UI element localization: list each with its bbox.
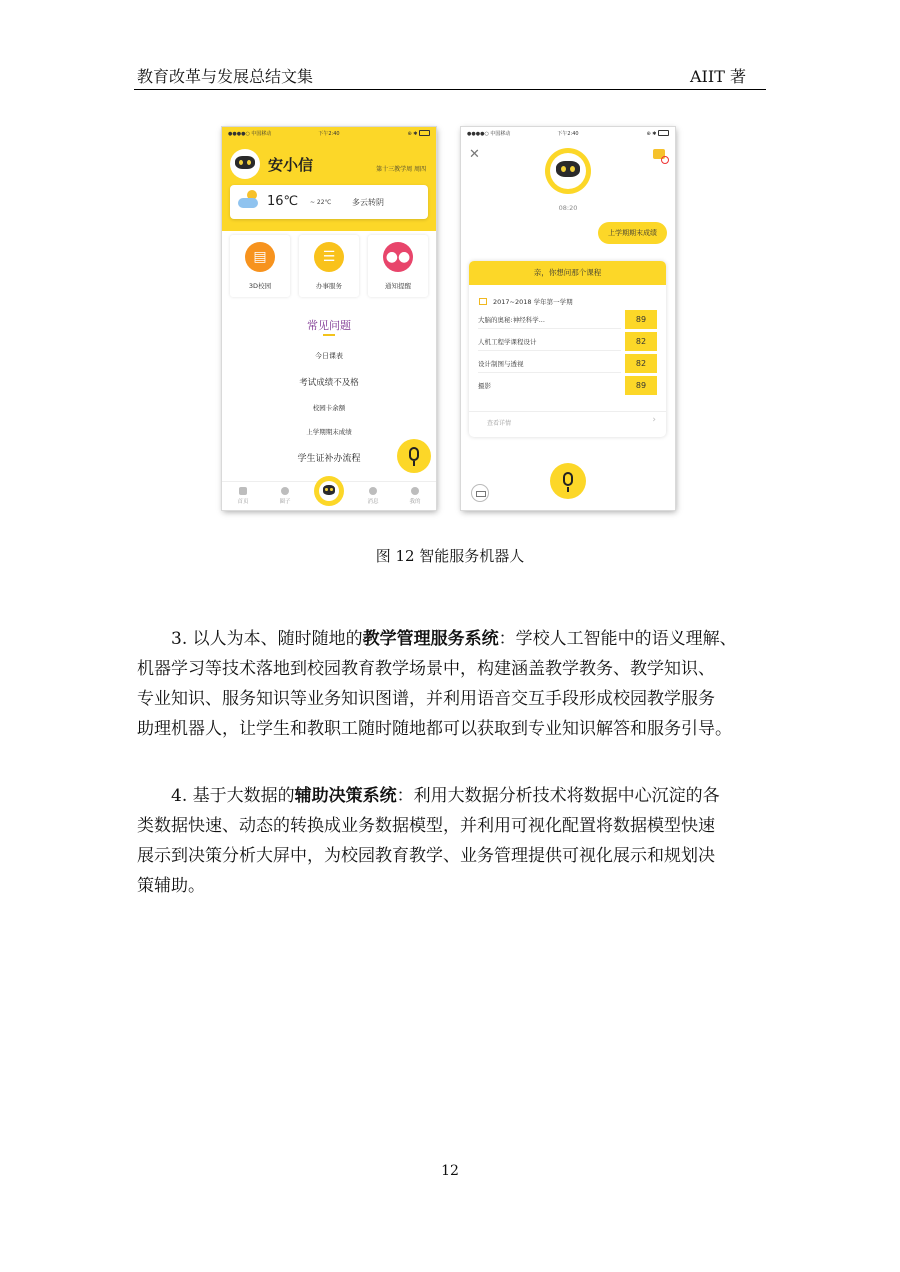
text-line: 展示到决策分析大屏中，为校园教育教学、业务管理提供可视化展示和规划决 bbox=[137, 846, 715, 866]
status-time: 下午2:40 bbox=[318, 131, 340, 137]
compass-icon bbox=[281, 487, 289, 495]
tile-label: 3D校园 bbox=[248, 282, 272, 290]
header-rule bbox=[134, 89, 766, 90]
text-line: 专业知识、服务知识等业务知识图谱，并利用语音交互手段形成校园教学服务 bbox=[137, 689, 715, 709]
weather-low: ~ 22℃ bbox=[310, 199, 332, 206]
battery-icon bbox=[419, 130, 430, 136]
tab-messages[interactable]: 消息 bbox=[358, 487, 388, 505]
course-score: 89 bbox=[625, 310, 657, 329]
card-divider bbox=[469, 411, 666, 412]
list-icon: ☰ bbox=[314, 242, 344, 272]
paragraph-decision-system bbox=[137, 781, 777, 901]
text-line: 助理机器人，让学生和教职工随时随地都可以获取到专业知识解答和服务引导。 bbox=[137, 719, 732, 739]
text-line: 3. 以人为本、随时随地的教学管理服务系统：学校人工智能中的语义理解、 bbox=[171, 629, 737, 649]
course-name: 摄影 bbox=[478, 382, 491, 390]
course-name: 设计制图与透视 bbox=[478, 360, 524, 368]
tab-home[interactable]: 首页 bbox=[228, 487, 258, 505]
phone-screenshot-chat bbox=[461, 127, 675, 510]
chat-time: 08:20 bbox=[558, 204, 578, 212]
cloud-sun-icon bbox=[238, 193, 260, 207]
tab-robot[interactable] bbox=[314, 476, 344, 506]
text-line: 机器学习等技术落地到校园教育教学场景中，构建涵盖教学教务、教学知识、 bbox=[137, 659, 715, 679]
course-name: 人机工程学课程设计 bbox=[478, 338, 537, 346]
status-bar bbox=[461, 127, 675, 139]
user-message-bubble: 上学期期末成绩 bbox=[598, 222, 667, 244]
text-line: 类数据快速、动态的转换成业务数据模型，并利用可视化配置将数据模型快速 bbox=[137, 816, 715, 836]
faq-item[interactable]: 校园卡余额 bbox=[312, 404, 346, 412]
book-title: 教育改革与发展总结文集 bbox=[137, 67, 314, 86]
tab-profile[interactable]: 我的 bbox=[400, 487, 430, 505]
message-icon bbox=[369, 487, 377, 495]
microphone-icon bbox=[563, 472, 573, 486]
battery-icon bbox=[658, 130, 669, 136]
course-row[interactable] bbox=[473, 332, 663, 351]
home-icon bbox=[239, 487, 247, 495]
course-row[interactable] bbox=[473, 376, 663, 395]
keyboard-icon[interactable] bbox=[471, 484, 489, 502]
tile-label: 通知提醒 bbox=[385, 282, 411, 290]
chat-icon: ●● bbox=[383, 242, 413, 272]
status-icons: ⊕ ✱ bbox=[646, 130, 669, 137]
robot-icon bbox=[319, 481, 339, 501]
smile-icon bbox=[411, 487, 419, 495]
tile-notifications[interactable] bbox=[368, 235, 428, 297]
course-row[interactable] bbox=[473, 310, 663, 329]
course-score: 89 bbox=[625, 376, 657, 395]
course-name: 大脑的奥秘:神经科学... bbox=[478, 316, 545, 324]
faq-title: 常见问题 bbox=[307, 319, 351, 332]
tile-services[interactable] bbox=[299, 235, 359, 297]
weather-card[interactable] bbox=[230, 185, 428, 219]
course-score: 82 bbox=[625, 354, 657, 373]
text-line: 4. 基于大数据的辅助决策系统：利用大数据分析技术将数据中心沉淀的各 bbox=[171, 786, 720, 806]
calendar-icon bbox=[479, 298, 487, 305]
paragraph-teaching-system bbox=[137, 624, 777, 744]
carrier: ●●●●○ 中国移动 bbox=[467, 131, 511, 137]
status-time: 下午2:40 bbox=[557, 131, 579, 137]
text-line: 策辅助。 bbox=[137, 876, 205, 896]
weather-desc: 多云转阴 bbox=[352, 198, 384, 207]
course-row[interactable] bbox=[473, 354, 663, 373]
status-icons: ⊕ ✱ bbox=[407, 130, 430, 137]
microphone-icon bbox=[409, 447, 419, 461]
tab-circle[interactable]: 圈子 bbox=[270, 487, 300, 505]
page-number: 12 bbox=[441, 1163, 459, 1179]
week-info: 第十三教学周 周四 bbox=[376, 166, 426, 173]
faq-item[interactable]: 考试成绩不及格 bbox=[299, 378, 359, 388]
course-card bbox=[469, 261, 666, 437]
mic-button[interactable] bbox=[397, 439, 431, 473]
card-title: 亲，你想问那个课程 bbox=[469, 261, 666, 285]
mic-button[interactable] bbox=[550, 463, 586, 499]
status-bar bbox=[222, 127, 436, 139]
robot-avatar-icon bbox=[230, 149, 260, 179]
figure-caption: 图 12 智能服务机器人 bbox=[375, 547, 525, 565]
author: AIIT 著 bbox=[690, 67, 746, 86]
close-icon[interactable]: ✕ bbox=[469, 147, 480, 162]
faq-item[interactable]: 今日课表 bbox=[315, 352, 343, 360]
service-tiles bbox=[230, 235, 428, 297]
robot-avatar-icon bbox=[545, 148, 591, 194]
faq-item[interactable]: 学生证补办流程 bbox=[297, 454, 361, 464]
mute-badge-icon bbox=[661, 156, 669, 164]
view-details-link[interactable]: 查看详情 bbox=[487, 420, 512, 427]
tab-bar bbox=[222, 481, 436, 510]
app-name: 安小信 bbox=[268, 156, 314, 174]
course-score: 82 bbox=[625, 332, 657, 351]
faq-underline bbox=[323, 334, 335, 336]
weather-temp: 16℃ bbox=[267, 194, 299, 209]
faq-item[interactable]: 上学期期末成绩 bbox=[306, 428, 352, 436]
document-icon: ▤ bbox=[245, 242, 275, 272]
phone-screenshot-home bbox=[222, 127, 436, 510]
tile-label: 办事服务 bbox=[316, 282, 342, 290]
chevron-right-icon[interactable]: › bbox=[652, 415, 656, 425]
term-label: 2017~2018 学年第一学期 bbox=[479, 297, 573, 306]
tile-3d-campus[interactable] bbox=[230, 235, 290, 297]
carrier: ●●●●○ 中国移动 bbox=[228, 131, 272, 137]
